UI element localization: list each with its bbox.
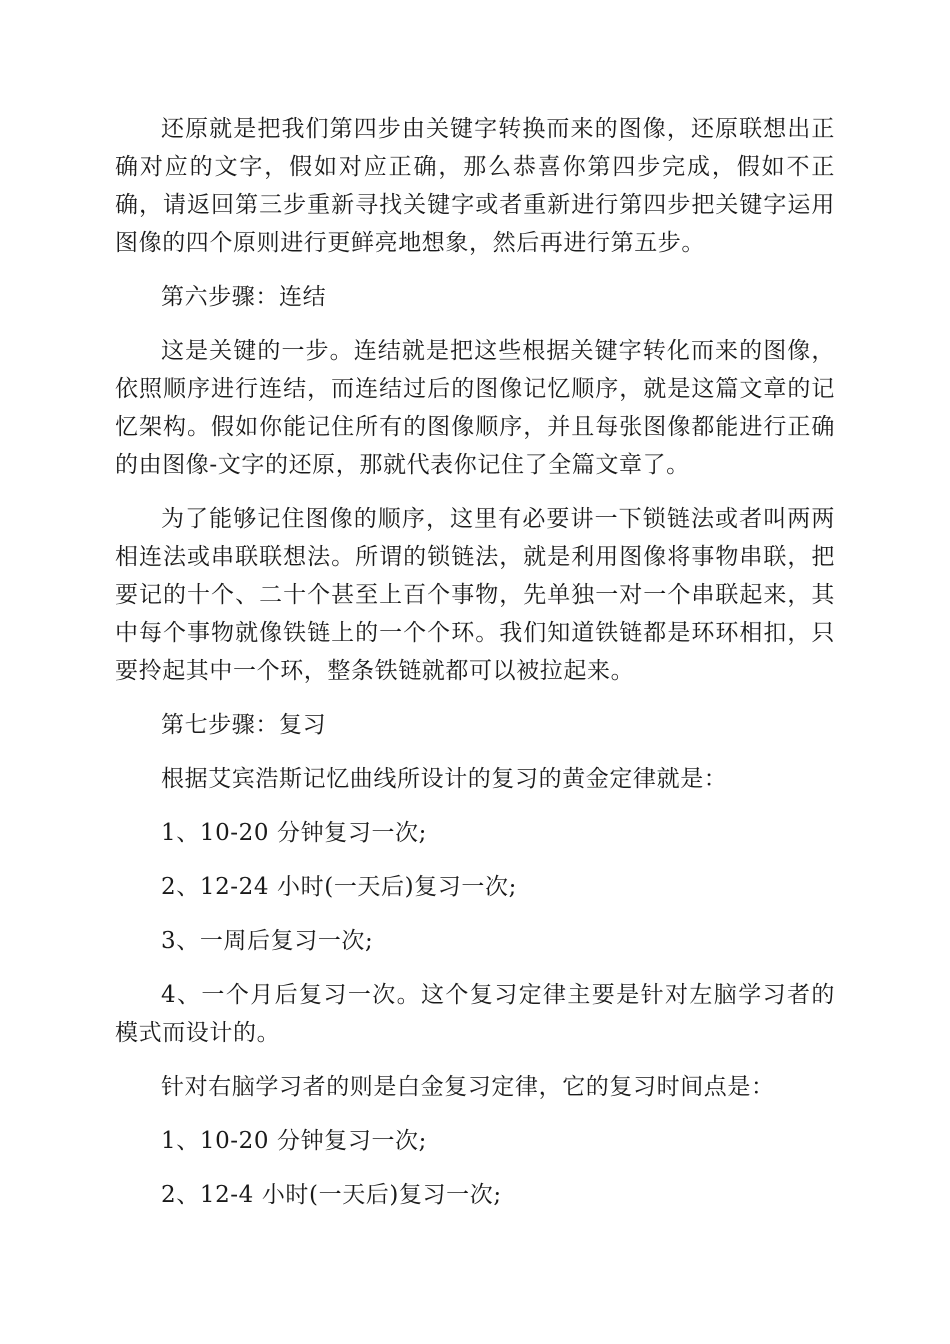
heading-step-seven: 第七步骤：复习 <box>161 712 327 738</box>
paragraph-golden-rule-intro: 根据艾宾浩斯记忆曲线所设计的复习的黄金定律就是： <box>161 766 728 792</box>
list-item-platinum-2: 2、12-4 小时(一天后)复习一次; <box>161 1182 502 1208</box>
paragraph-platinum-rule-intro: 针对右脑学习者的则是白金复习定律，它的复习时间点是： <box>161 1074 775 1100</box>
heading-step-six: 第六步骤：连结 <box>161 284 327 310</box>
paragraph-linking: 这是关键的一步。连结就是把这些根据关键字转化而来的图像，依照顺序进行连结，而连结过后的图像记忆顺序，就是这篇文章的记忆架构。假如你能记住所有的图像顺序，并且每张图像都能进行正确的由图像-文字的还原，那就代表你记住了全篇文章了。 <box>115 338 835 478</box>
list-item-golden-1: 1、10-20 分钟复习一次; <box>161 820 427 846</box>
list-item-golden-3: 3、一周后复习一次; <box>161 928 374 954</box>
list-item-golden-2: 2、12-24 小时(一天后)复习一次; <box>161 874 517 900</box>
paragraph-restore: 还原就是把我们第四步由关键字转换而来的图像，还原联想出正确对应的文字，假如对应正确，那么恭喜你第四步完成，假如不正确，请返回第三步重新寻找关键字或者重新进行第四步把关键字运用图像的四个原则进行更鲜亮地想象，然后再进行第五步。 <box>115 116 835 256</box>
list-item-golden-4: 4、一个月后复习一次。这个复习定律主要是针对左脑学习者的模式而设计的。 <box>115 982 835 1046</box>
paragraph-chain-method: 为了能够记住图像的顺序，这里有必要讲一下锁链法或者叫两两相连法或串联联想法。所谓的锁链法，就是利用图像将事物串联，把要记的十个、二十个甚至上百个事物，先单独一对一个串联起来，其中每个事物就像铁链上的一个个环。我们知道铁链都是环环相扣，只要拎起其中一个环，整条铁链就都可以被拉起来。 <box>115 506 835 684</box>
list-item-platinum-1: 1、10-20 分钟复习一次; <box>161 1128 427 1154</box>
document-body <box>115 110 835 1230</box>
